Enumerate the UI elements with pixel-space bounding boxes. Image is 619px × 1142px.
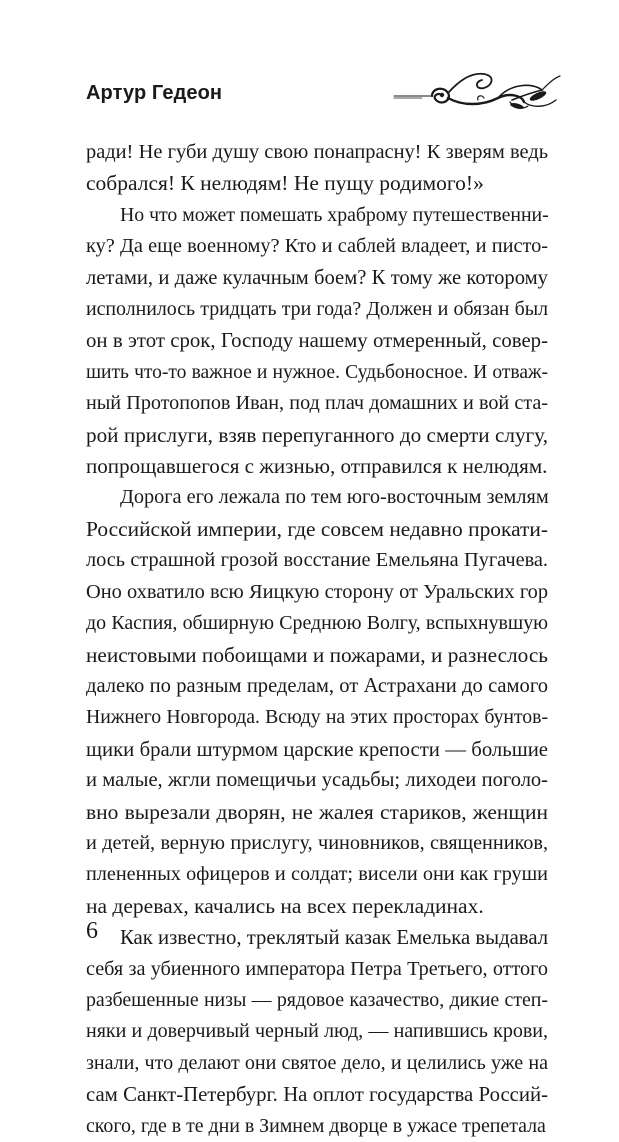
running-head-author: Артур Гедеон (86, 82, 223, 104)
paragraph (86, 200, 548, 483)
text-line: на деревах, качались на всех перекладинах. (86, 893, 484, 918)
text-line: Как известно, треклятый казак Емелька выдавал (120, 926, 549, 950)
text-line: собрался! К нелюдям! Не пущу родимого!» (86, 171, 484, 196)
text-line: сам Санкт-Петербург. На оплот государства Россий- (86, 1083, 548, 1107)
page-number: 6 (86, 918, 98, 944)
text-line: плененных офицеров и солдат; висели они как груши (86, 863, 548, 886)
paragraph (86, 922, 548, 1142)
text-line: и детей, верную прислугу, чиновников, священников, (86, 831, 548, 854)
text-line: далеко по разным пределам, от Астрахани до самого (86, 674, 548, 697)
text-line: шить что-то важное и нужное. Судьбоносное. И отваж- (86, 361, 548, 383)
text-line: он в этот срок, Господу нашему отмеренный, совер- (86, 328, 548, 353)
text-line: попрощавшегося с жизнью, отправился к нелюдям. (86, 454, 548, 479)
text-line: летами, и даже кулачным боем? К тому же которому (86, 266, 548, 289)
text-line: вно вырезали дворян, не жалея стариков, женщин (86, 799, 548, 824)
text-line: исполнилось тридцать три года? Должен и обязан был (86, 298, 548, 321)
text-line: Оно охватило всю Яицкую сторону от Уральских гор (86, 580, 548, 603)
text-line: Российской империи, где совсем недавно прокати- (86, 516, 548, 541)
text-line: няки и доверчивый черный люд, — напившись крови, (86, 1020, 548, 1043)
text-line: Дорога его лежала по тем юго-восточным землям (120, 486, 549, 509)
text-line: ку? Да еще военному? Кто и саблей владеет, и писто- (86, 235, 548, 258)
text-line: себя за убиенного императора Петра Третьего, оттого (86, 957, 548, 980)
text-line: Но что может помешать храброму путешественни- (120, 203, 549, 226)
text-line: до Каспия, обширную Среднюю Волгу, вспыхнувшую (86, 612, 548, 635)
paragraph (86, 482, 548, 922)
text-line: рой прислуги, взяв перепуганного до смерти слугу, (86, 422, 548, 447)
text-line: знали, что делают они святое дело, и целились уже на (86, 1051, 548, 1074)
text-line: ный Протопопов Иван, под плач домашних и вой ста- (86, 392, 548, 415)
text-line: Нижнего Новгорода. Всюду на этих просторах бунтов- (86, 706, 548, 729)
flourish-ornament-icon (392, 62, 562, 114)
text-line: разбешенные низы — рядовое казачество, дикие степ- (86, 988, 548, 1011)
text-line: ского, где в те дни в Зимнем дворце в ужасе трепетала (86, 1114, 546, 1137)
body-text (86, 137, 548, 1142)
text-line: и малые, жгли помещичьи усадьбы; лиходеи поголо- (86, 769, 548, 792)
text-line: лось страшной грозой восстание Емельяна Пугачева. (86, 549, 548, 572)
paragraph (86, 137, 548, 200)
text-line: неистовыми побоищами и пожарами, и разнеслось (86, 642, 548, 667)
text-line: ради! Не губи душу свою понапрасну! К зверям ведь (86, 141, 548, 163)
text-line: щики брали штурмом царские крепости — большие (86, 737, 548, 761)
